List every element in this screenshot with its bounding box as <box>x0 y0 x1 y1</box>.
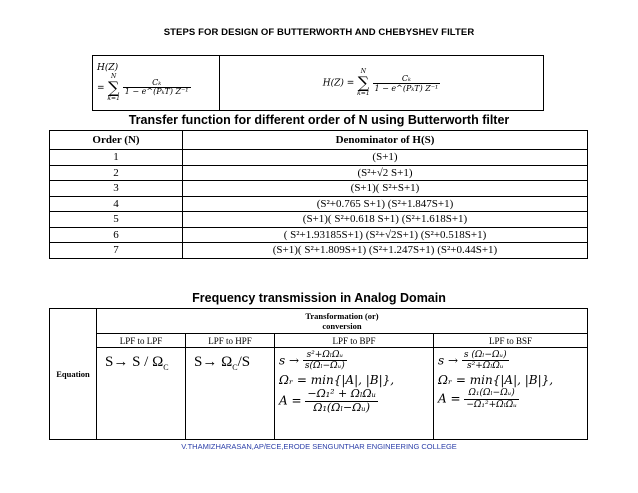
order-cell: 4 <box>50 196 183 212</box>
formula-left-fraction: $\frac{\text{Cₖ}}{\text{1 − e\textasciicircum{}(PₖT) Z⁻¹}}$ <box>124 77 189 97</box>
page-title: STEPS FOR DESIGN OF BUTTERWORTH AND CHEBYSHEV FILTER <box>163 27 475 38</box>
bsf-a-fraction: $\frac{\text{Ω₁(Ωₗ−Ωᵤ)}}{\text{−Ω₁²+ΩₗΩᵤ}}$ <box>466 388 517 410</box>
order-cell: 6 <box>50 227 183 243</box>
butterworth-heading: Transfer function for different order of N using Butterworth filter <box>128 113 510 127</box>
denominator-cell: (S²+√2 S+1) <box>183 165 588 181</box>
denominator-cell: (S²+0.765 S+1) (S²+1.847S+1) <box>183 196 588 212</box>
formula-table <box>92 55 544 111</box>
bpf-a-fraction: $\frac{\text{−Ω₁² + ΩₗΩᵤ}}{\text{Ω₁(Ωₗ−Ωᵤ)}}$ <box>307 387 377 415</box>
lpf-bsf-equation: s → $\frac{\text{s (Ωₗ−Ωᵤ)}}{\text{s²+ΩₗΩᵤ}}$ Ωᵣ = min{|A|, |B|}, A = $\frac{\text{Ω₁(Ωₗ−Ωᵤ)}}{\text{−Ω₁²+ΩₗΩᵤ}}$ <box>434 348 588 440</box>
analog-heading: Frequency transmission in Analog Domain <box>192 291 446 305</box>
table-row <box>50 212 588 228</box>
formula-right-cell <box>220 56 544 111</box>
col-denominator-header: Denominator of H(S) <box>183 131 588 150</box>
transformation-table <box>49 308 588 440</box>
butterworth-table <box>49 130 588 259</box>
order-cell: 3 <box>50 181 183 197</box>
summation-symbol-right: N ∑ k=1 <box>357 68 370 97</box>
lpf-lpf-equation: $S\to S / \Omega_C$ <box>97 348 186 440</box>
denominator-cell: (S+1)( S²+1.809S+1) (S²+1.247S+1) (S²+0.44S+1) <box>183 243 588 259</box>
lpf-hpf-equation: $S\to \Omega_C/S$ <box>186 348 275 440</box>
transformation-header: Transformation (or) conversion <box>97 309 588 334</box>
formula-left-cell <box>93 56 220 111</box>
denominator-cell: ( S²+1.93185S+1) (S²+√2S+1) (S²+0.518S+1) <box>183 227 588 243</box>
col-lpf-bsf: LPF to BSF <box>434 334 588 348</box>
equation-label: Equation <box>50 309 97 440</box>
formula-left-lhs: H(Z) <box>97 63 119 74</box>
order-cell: 7 <box>50 243 183 259</box>
col-lpf-bpf: LPF to BPF <box>275 334 434 348</box>
formula-right-lhs: H(Z) = <box>322 78 355 89</box>
table-row <box>50 227 588 243</box>
denominator-cell: (S+1)( S²+0.618 S+1) (S²+1.618S+1) <box>183 212 588 228</box>
table-row <box>50 150 588 166</box>
order-cell: 1 <box>50 150 183 166</box>
formula-right-fraction: $\frac{\text{Cₖ}}{\text{1 − e\textasciicircum{}(PₖT) Z⁻¹}}$ <box>374 73 439 93</box>
col-lpf-lpf: LPF to LPF <box>97 334 186 348</box>
formula-left-eq: = <box>97 83 105 94</box>
table-row <box>50 181 588 197</box>
summation-symbol: N ∑ k=1 <box>107 72 120 102</box>
order-cell: 5 <box>50 212 183 228</box>
col-lpf-hpf: LPF to HPF <box>186 334 275 348</box>
footer-credit: V.THAMIZHARASAN,AP/ECE,ERODE SENGUNTHAR ENGINEERING COLLEGE <box>181 442 457 451</box>
table-row <box>50 165 588 181</box>
lpf-bpf-equation: s → $\frac{\text{s²+ΩₗΩᵤ}}{\text{s(Ωₗ−Ωᵤ)}}$ Ωᵣ = min{|A|, |B|}, A = $\frac{\text{−Ω₁² + ΩₗΩᵤ}}{\text{Ω₁(Ωₗ−Ωᵤ)}}$ <box>275 348 434 440</box>
table-row <box>50 243 588 259</box>
denominator-cell: (S+1)( S²+S+1) <box>183 181 588 197</box>
col-order-header: Order (N) <box>50 131 183 150</box>
denominator-cell: (S+1) <box>183 150 588 166</box>
order-cell: 2 <box>50 165 183 181</box>
bsf-fraction: $\frac{\text{s (Ωₗ−Ωᵤ)}}{\text{s²+ΩₗΩᵤ}}$ <box>463 350 507 372</box>
bpf-fraction: $\frac{\text{s²+ΩₗΩᵤ}}{\text{s(Ωₗ−Ωᵤ)}}$ <box>304 350 345 372</box>
table-row <box>50 196 588 212</box>
